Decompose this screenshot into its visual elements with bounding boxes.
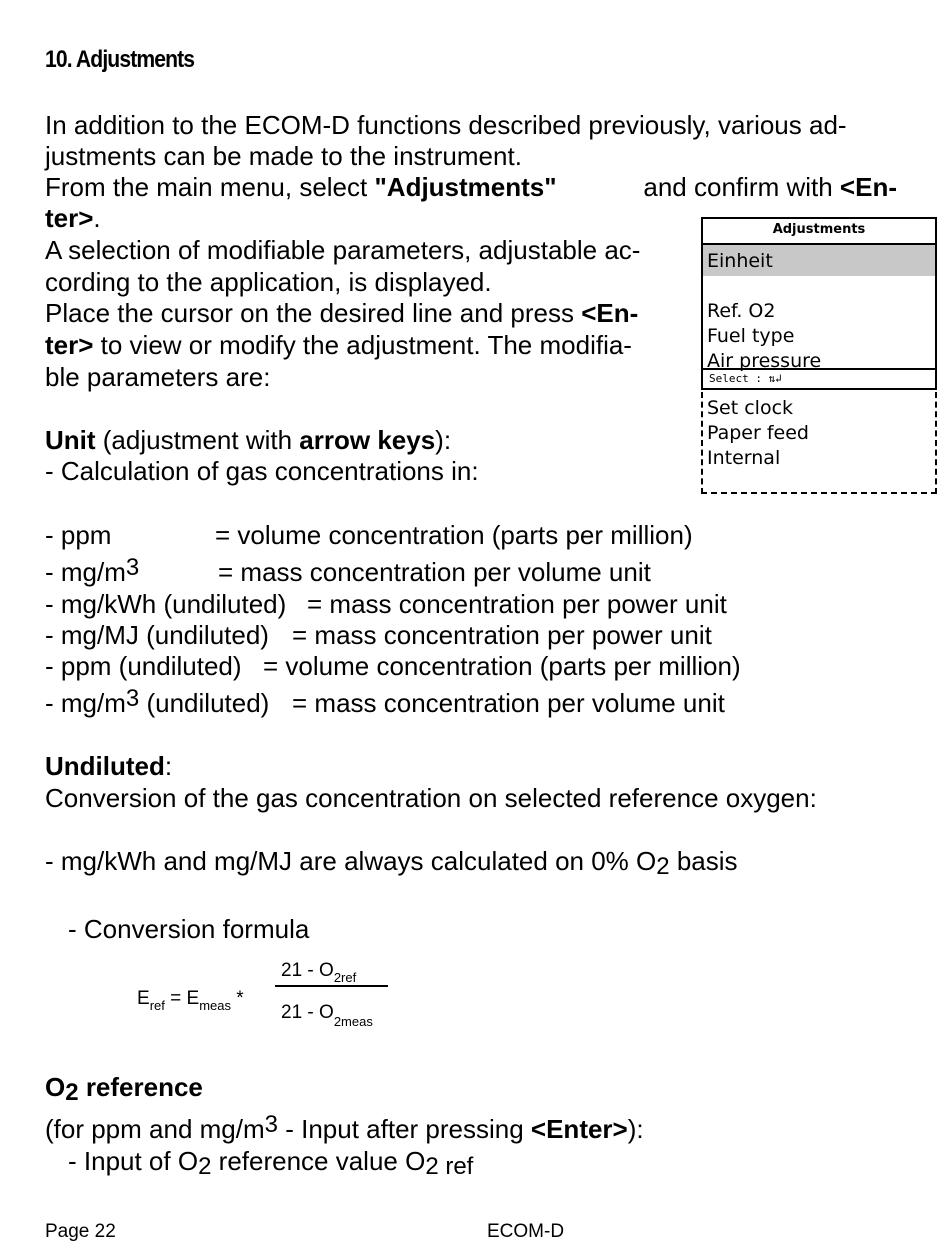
formula-denominator: $21 - O_{2meas}$ (281, 1002, 373, 1029)
o2-reference-line-1: (for ppm and mg/m3 - Input after pressing <Enter>): (45, 1111, 644, 1144)
unit-mgkwh-definition: = mass concentration per power unit (307, 589, 727, 619)
unit-mgm3-undiluted-definition: = mass concentration per volume unit (292, 688, 725, 718)
unit-mgkwh-name: - mg/kWh (undiluted) (45, 589, 287, 619)
menu-item-einheit: Einheit (707, 250, 773, 272)
formula-fraction-bar (275, 985, 388, 987)
undiluted-description: Conversion of the gas concentration on selected reference oxygen: (45, 783, 817, 813)
menu-item-paper-feed: Paper feed (707, 422, 809, 444)
formula-numerator: $21 - O_{2ref}$ (281, 960, 357, 985)
menu-hidden-items (701, 392, 937, 494)
formula-left-side: $E_{ref} = E_{meas}$ * (137, 988, 244, 1013)
o2-reference-heading: O2 reference (45, 1072, 203, 1106)
unit-mgm3-definition: = mass concentration per volume unit (218, 557, 651, 587)
intro-line-1: In addition to the ECOM-D functions described previously, various ad- (45, 110, 847, 140)
unit-ppm-undiluted-definition: = volume concentration (parts per million) (263, 651, 741, 681)
undiluted-heading: Undiluted: (45, 751, 173, 781)
conversion-formula-label: - Conversion formula (68, 914, 310, 944)
product-name: ECOM-D (487, 1221, 565, 1242)
intro-line-3: From the main menu, select "Adjustments" and confirm with <En- (45, 172, 897, 202)
menu-item-internal: Internal (707, 447, 781, 469)
intro-line-7: Place the cursor on the desired line and press <En- (45, 298, 639, 328)
intro-line-2: justments can be made to the instrument. (45, 141, 522, 171)
intro-line-4: ter>. (45, 203, 101, 233)
undiluted-basis: - mg/kWh and mg/MJ are always calculated on 0% O2 basis (45, 846, 738, 880)
intro-line-8: ter> to view or modify the adjustment. The modifia- (45, 330, 632, 360)
unit-description: - Calculation of gas concentrations in: (45, 456, 479, 486)
unit-ppm-definition: = volume concentration (parts per million) (215, 520, 693, 550)
page-title: 10. Adjustments (45, 46, 195, 73)
adjustments-menu-display (701, 217, 937, 390)
intro-line-5: A selection of modifiable parameters, adjustable ac- (45, 235, 641, 265)
menu-item-ref-o2: Ref. O2 (707, 300, 776, 322)
menu-footer-hint: Select : ⇅↲ (703, 368, 935, 388)
o2-reference-line-2: - Input of O2 reference value O2 ref (68, 1146, 474, 1180)
menu-item-air-pressure: Air pressure (707, 350, 822, 372)
unit-mgm3-name: - mg/m3 (45, 554, 140, 587)
intro-line-9: ble parameters are: (45, 362, 271, 392)
page-number: Page 22 (45, 1221, 116, 1242)
menu-item-fuel-type: Fuel type (707, 325, 795, 347)
menu-title: Adjustments (703, 219, 935, 245)
unit-mgmj-name: - mg/MJ (undiluted) (45, 620, 269, 650)
unit-ppm-name: - ppm (45, 520, 112, 550)
menu-item-set-clock: Set clock (707, 397, 794, 419)
unit-ppm-undiluted-name: - ppm (undiluted) (45, 651, 242, 681)
unit-heading: Unit (adjustment with arrow keys): (45, 425, 452, 455)
intro-line-6: cording to the application, is displayed. (45, 267, 492, 297)
unit-mgmj-definition: = mass concentration per power unit (292, 620, 712, 650)
unit-mgm3-undiluted-name: - mg/m3 (undiluted) (45, 685, 270, 718)
